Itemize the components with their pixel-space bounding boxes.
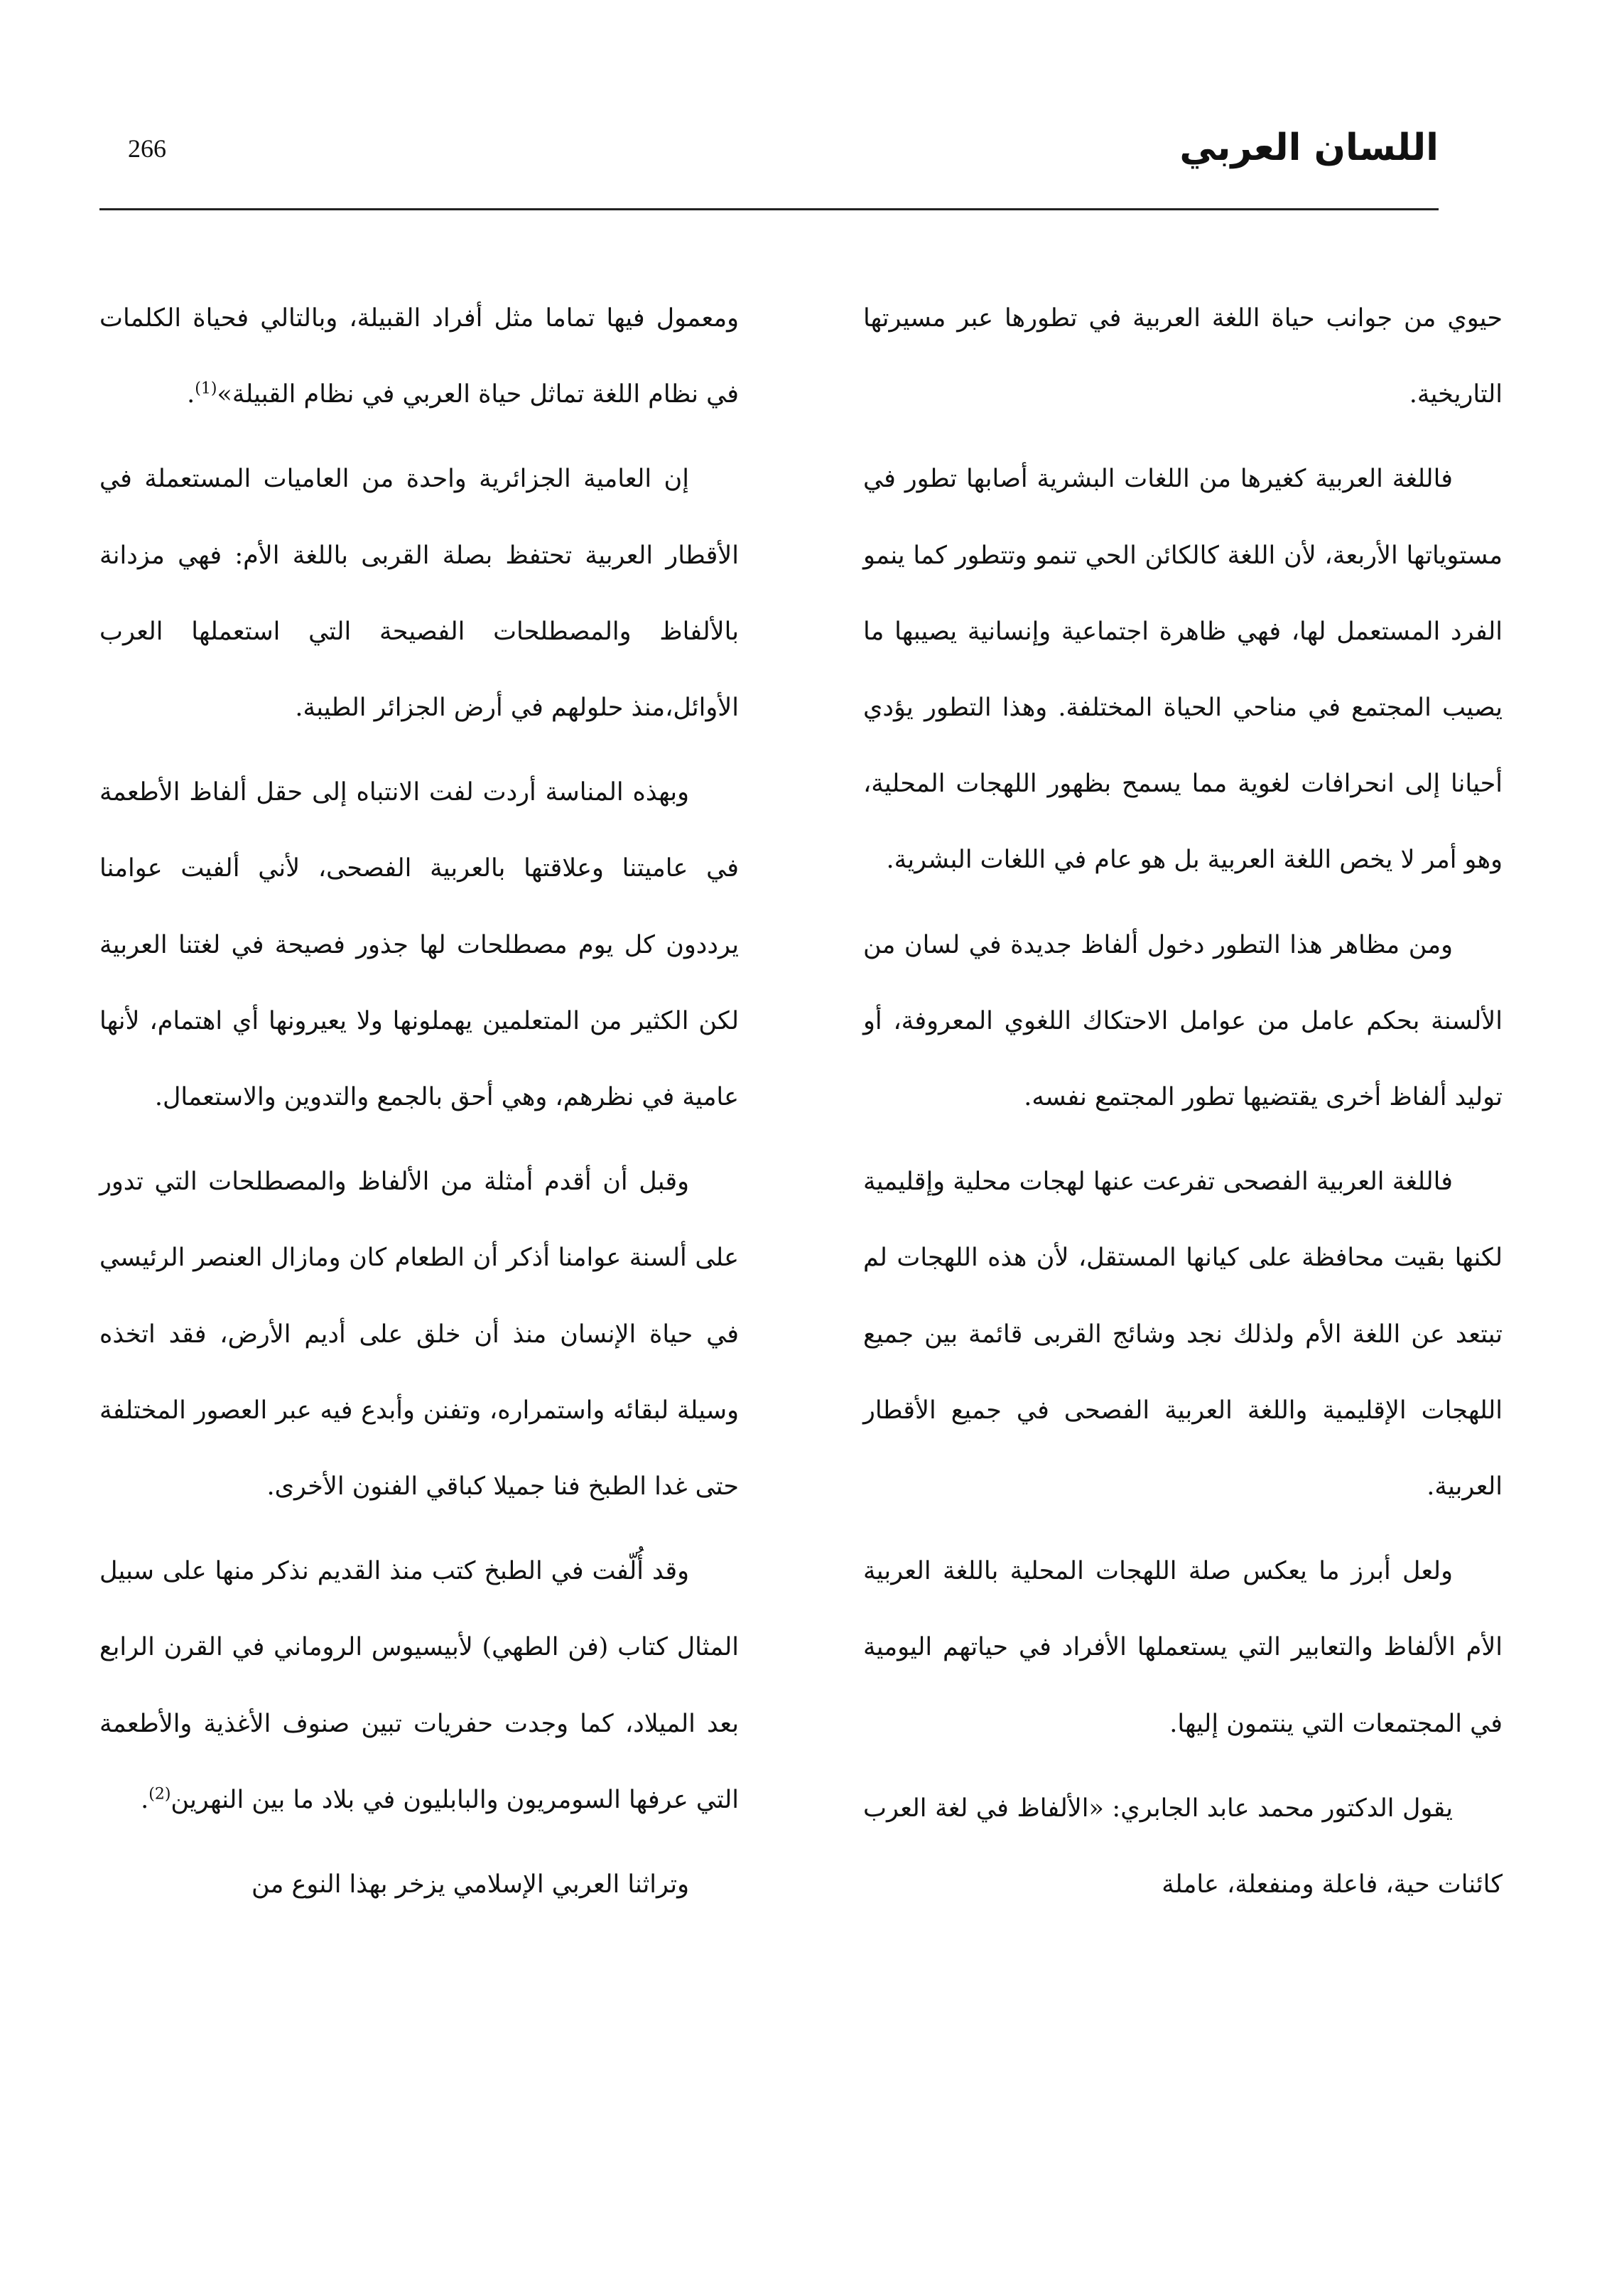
- page-number: 266: [128, 134, 166, 163]
- paragraph: وقد أُلّفت في الطبخ كتب منذ القديم نذكر منها على سبيل المثال كتاب (فن الطهي) لأبيسيوس الروماني في القرن الرابع بعد الميلاد، كما وجدت حفريات تبين صنوف الأغذية والأطعمة التي عرفها السومريون والبابليون في بلاد ما بين النهرين$^{(2)}$.: [99, 1557, 739, 1814]
- paragraph: وقبل أن أقدم أمثلة من الألفاظ والمصطلحات التي تدور على ألسنة عوامنا أذكر أن الطعام كان ومازال العنصر الرئيسي في حياة الإنسان منذ أن خلق على أديم الأرض، فقد اتخذه وسيلة لبقائه واستمراره، وتفنن وأبدع فيه عبر العصور المختلفة حتى غدا الطبخ فنا جميلا كباقي الفنون الأخرى.: [99, 1168, 739, 1502]
- paragraph: وبهذه المناسة أردت لفت الانتباه إلى حقل ألفاظ الأطعمة في عاميتنا وعلاقتها بالعربية الفصحى، لأني ألفيت عوامنا يرددون كل يوم مصطلحات لها جذور فصيحة في لغتنا العربية لكن الكثير من المتعلمين يهملونها ولا يعيرونها أي اهتمام، لأنها عامية في نظرهم، وهي أحق بالجمع والتدوين والاستعمال.: [99, 778, 739, 1112]
- paragraph-text: ومعمول فيها تماما مثل أفراد القبيلة، وبالتالي فحياة الكلمات في نظام اللغة تماثل حياة العربي في نظام القبيلة»: [99, 304, 739, 409]
- journal-title: اللسان العربي: [1179, 126, 1439, 169]
- paragraph: ولعل أبرز ما يعكس صلة اللهجات المحلية باللغة العربية الأم الألفاظ والتعابير التي يستعملها الأفراد في حياتهم اليومية في المجتمعات التي ينتمون إليها.: [863, 1557, 1503, 1738]
- page-header: [99, 126, 1439, 183]
- paragraph: ومن مظاهر هذا التطور دخول ألفاظ جديدة في لسان من الألسنة بحكم عامل من عوامل الاحتكاك اللغوي المعروفة، أو توليد ألفاظ أخرى يقتضيها تطور المجتمع نفسه.: [863, 930, 1503, 1112]
- right-column: [863, 281, 1503, 1923]
- paragraph: ومعمول فيها تماما مثل أفراد القبيلة، وبالتالي فحياة الكلمات في نظام اللغة تماثل حياة العربي في نظام القبيلة»$^{(1)}$.: [99, 304, 739, 409]
- paragraph: وتراثنا العربي الإسلامي يزخر بهذا النوع من: [251, 1870, 689, 1899]
- paragraph: فاللغة العربية الفصحى تفرعت عنها لهجات محلية وإقليمية لكنها بقيت محافظة على كيانها المستقل، لأن هذه اللهجات لم تبتعد عن اللغة الأم ولذلك نجد وشائج القربى قائمة بين جميع اللهجات الإقليمية واللغة العربية الفصحى في جميع الأقطار العربية.: [863, 1168, 1503, 1502]
- left-column: [99, 281, 739, 1923]
- paragraph: فاللغة العربية كغيرها من اللغات البشرية أصابها تطور في مستوياتها الأربعة، لأن اللغة كالكائن الحي تنمو وتتطور كما ينمو الفرد المستعمل لها، فهي ظاهرة اجتماعية وإنسانية يصيبها ما يصيب المجتمع في مناحي الحياة المختلفة. وهذا التطور يؤدي أحيانا إلى انحرافات لغوية مما يسمح بظهور اللهجات المحلية، وهو أمر لا يخص اللغة العربية بل هو عام في اللغات البشرية.: [863, 465, 1503, 875]
- paragraph-text: وقد أُلّفت في الطبخ كتب منذ القديم نذكر منها على سبيل المثال كتاب (فن الطهي) لأبيسيوس الروماني في القرن الرابع بعد الميلاد، كما وجدت حفريات تبين صنوف الأغذية والأطعمة التي عرفها السومريون والبابليون في بلاد ما بين النهرين: [99, 1557, 739, 1814]
- paragraph: يقول الدكتور محمد عابد الجابري: «الألفاظ في لغة العرب كائنات حية، فاعلة ومنفعلة، عاملة: [863, 1794, 1503, 1899]
- paragraph: إن العامية الجزائرية واحدة من العاميات المستعملة في الأقطار العربية تحتفظ بصلة القربى باللغة الأم: فهي مزدانة بالألفاظ والمصطلحات الفصيحة التي استعملها العرب الأوائل،منذ حلولهم في أرض الجزائر الطيبة.: [99, 465, 739, 723]
- footnote-mark: (1): [195, 379, 217, 398]
- paragraph: حيوي من جوانب حياة اللغة العربية في تطورها عبر مسيرتها التاريخية.: [863, 304, 1503, 409]
- header-rule: [99, 208, 1439, 210]
- footnote-mark: (2): [148, 1785, 171, 1804]
